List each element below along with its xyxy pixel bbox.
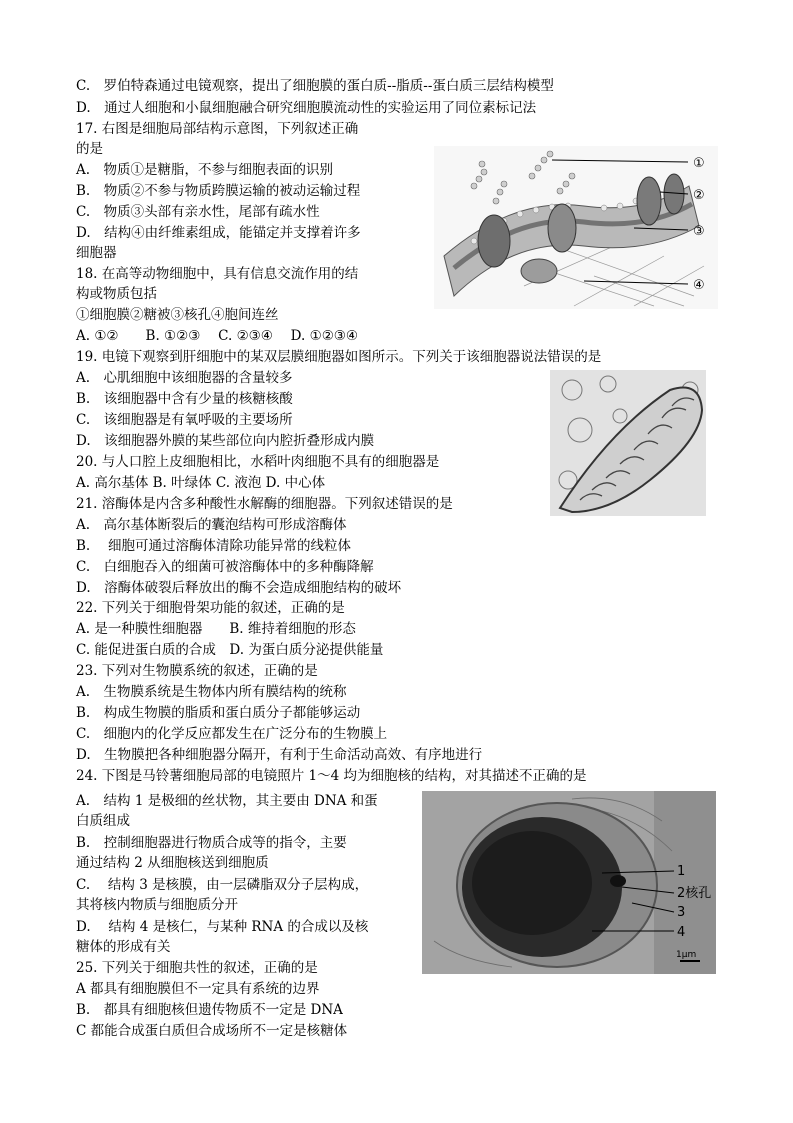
q16-option-c: C. 罗伯特森通过电镜观察，提出了细胞膜的蛋白质--脂质--蛋白质三层结构模型 — [76, 78, 554, 94]
q19-option-c: C. 该细胞器是有氧呼吸的主要场所 — [76, 412, 293, 428]
q23-option-c: C. 细胞内的化学反应都发生在广泛分布的生物膜上 — [76, 726, 388, 742]
q24-option-d-line1: D. 结构 4 是核仁，与某种 RNA 的合成以及核 — [76, 919, 369, 935]
q24-label-3: 3 — [677, 905, 686, 920]
q21-option-b: B. 细胞可通过溶酶体清除功能异常的线粒体 — [76, 538, 352, 554]
q18-items: ①细胞膜②糖被③核孔④胞间连丝 — [76, 307, 279, 323]
q16-option-d: D. 通过人细胞和小鼠细胞融合研究细胞膜流动性的实验运用了同位素标记法 — [76, 100, 537, 116]
q17-stem-line1: 17. 右图是细胞局部结构示意图，下列叙述正确 — [76, 121, 359, 137]
q17-label-2: ② — [693, 188, 705, 203]
q24-option-a-line1: A. 结构 1 是极细的丝状物，其主要由 DNA 和蛋 — [76, 793, 378, 809]
q24-label-4: 4 — [677, 925, 686, 940]
q18-stem-line2: 构或物质包括 — [76, 286, 157, 302]
q19-option-b: B. 该细胞器中含有少量的核糖核酸 — [76, 391, 293, 407]
q25-option-a: A 都具有细胞膜但不一定具有系统的边界 — [76, 981, 320, 997]
q24-stem: 24. 下图是马铃薯细胞局部的电镜照片 1～4 均为细胞核的结构，对其描述不正确的是 — [76, 768, 587, 784]
q17-label-1: ① — [693, 156, 705, 171]
q24-option-b-line1: B. 控制细胞器进行物质合成等的指令，主要 — [76, 835, 347, 851]
q24-label-1: 1 — [677, 864, 686, 879]
q24-option-a-line2: 白质组成 — [76, 813, 130, 829]
mitochondrion-micrograph — [550, 370, 706, 516]
q24-option-c-line1: C. 结构 3 是核膜，由一层磷脂双分子层构成， — [76, 877, 369, 893]
q20-options: A. 高尔基体 B. 叶绿体 C. 液泡 D. 中心体 — [76, 475, 326, 491]
q17-label-3: ③ — [693, 224, 705, 239]
q17-option-a: A. 物质①是糖脂，不参与细胞表面的识别 — [76, 162, 334, 178]
q17-label-4: ④ — [693, 278, 705, 293]
q17-option-d-line2: 细胞器 — [76, 245, 117, 261]
q21-option-a: A. 高尔基体断裂后的囊泡结构可形成溶酶体 — [76, 517, 347, 533]
q24-scale-label: 1μm — [676, 950, 697, 960]
q19-option-d: D. 该细胞器外膜的某些部位向内腔折叠形成内膜 — [76, 433, 375, 449]
q20-stem: 20. 与人口腔上皮细胞相比，水稻叶肉细胞不具有的细胞器是 — [76, 454, 440, 470]
q23-stem: 23. 下列对生物膜系统的叙述，正确的是 — [76, 663, 318, 679]
q19-option-a: A. 心肌细胞中该细胞器的含量较多 — [76, 370, 293, 386]
nucleus-micrograph — [422, 791, 716, 974]
q22-stem: 22. 下列关于细胞骨架功能的叙述，正确的是 — [76, 600, 345, 616]
q24-label-2: 2核孔 — [677, 886, 712, 901]
q17-option-d-line1: D. 结构④由纤维素组成，能锚定并支撑着许多 — [76, 225, 361, 241]
q23-option-b: B. 构成生物膜的脂质和蛋白质分子都能够运动 — [76, 705, 361, 721]
q21-option-c: C. 白细胞吞入的细菌可被溶酶体中的多种酶降解 — [76, 559, 374, 575]
q21-option-d: D. 溶酶体破裂后释放出的酶不会造成细胞结构的破坏 — [76, 580, 402, 596]
q25-option-c: C 都能合成蛋白质但合成场所不一定是核糖体 — [76, 1023, 348, 1039]
q24-option-b-line2: 通过结构 2 从细胞核送到细胞质 — [76, 855, 269, 871]
q23-option-a: A. 生物膜系统是生物体内所有膜结构的统称 — [76, 684, 347, 700]
q17-option-b: B. 物质②不参与物质跨膜运输的被动运输过程 — [76, 183, 361, 199]
q22-options-cd: C. 能促进蛋白质的合成 D. 为蛋白质分泌提供能量 — [76, 642, 384, 658]
q17-option-c: C. 物质③头部有亲水性，尾部有疏水性 — [76, 204, 320, 220]
q21-stem: 21. 溶酶体是内含多种酸性水解酶的细胞器。下列叙述错误的是 — [76, 496, 453, 512]
q17-stem-line2: 的是 — [76, 141, 103, 157]
q24-option-c-line2: 其将核内物质与细胞质分开 — [76, 897, 238, 913]
q23-option-d: D. 生物膜把各种细胞器分隔开，有利于生命活动高效、有序地进行 — [76, 747, 483, 763]
q22-options-ab: A. 是一种膜性细胞器 B. 维持着细胞的形态 — [76, 621, 356, 637]
q24-option-d-line2: 糖体的形成有关 — [76, 939, 171, 955]
q18-stem-line1: 18. 在高等动物细胞中，具有信息交流作用的结 — [76, 266, 359, 282]
q25-option-b: B. 都具有细胞核但遗传物质不一定是 DNA — [76, 1002, 343, 1018]
cell-membrane-figure — [434, 146, 718, 309]
q25-stem: 25. 下列关于细胞共性的叙述，正确的是 — [76, 960, 318, 976]
q19-stem: 19. 电镜下观察到肝细胞中的某双层膜细胞器如图所示。下列关于该细胞器说法错误的是 — [76, 349, 602, 365]
q18-options: A. ①② B. ①②③ C. ②③④ D. ①②③④ — [76, 328, 359, 344]
